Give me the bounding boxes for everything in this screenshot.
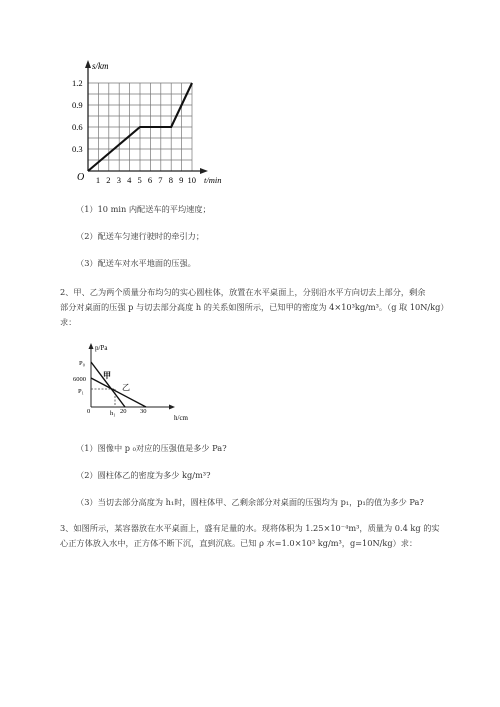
x-label-20: 20 [120, 408, 127, 415]
series-label-jia: 甲 [103, 371, 111, 380]
x-label-0: 0 [87, 408, 91, 415]
y-label-p1: P₁ [78, 388, 84, 395]
q2-sub2: （2）圆柱体乙的密度为多少 kg/m³? [76, 470, 211, 480]
q1-sub1: （1）10 min 内配送车的平均速度； [76, 204, 211, 214]
x-axis-arrow [200, 168, 208, 174]
y-tick-label: 1.2 [72, 78, 83, 88]
y-tick-label: 0.3 [72, 144, 83, 154]
q2-stem-line3: 求： [60, 317, 77, 327]
q2-stem-line2: 部分对桌面的压强 p 与切去部分高度 h 的关系如图所示，已知甲的密度为 4×10³kg/m³。（g 取 10N/kg） [60, 302, 449, 312]
q1-sub3: （3）配送车对水平地面的压强。 [76, 258, 196, 268]
x-label-h1: h₁ [110, 410, 116, 417]
x-tick-label: 10 [187, 175, 196, 185]
y-axis-arrow [89, 343, 94, 349]
y-label-p0: P₀ [79, 360, 85, 367]
x-tick-label: 4 [127, 175, 132, 185]
x-label-30: 30 [140, 408, 147, 415]
x-axis-label: h/cm [174, 414, 188, 422]
x-tick-label: 3 [116, 175, 121, 185]
y-tick-label: 0.9 [72, 100, 83, 110]
series-line-yi [91, 378, 146, 407]
x-tick-label: 9 [179, 175, 184, 185]
q3-line1: 3、如图所示，某容器放在水平桌面上，盛有足量的水。现将体积为 1.25×10⁻⁴m³，质量为 0.4 kg 的实 [60, 523, 440, 533]
q1-sub2: （2）配送车匀速行驶时的牵引力； [76, 231, 205, 241]
q3-line2: 心正方体放入水中，正方体不断下沉，直到沉底。已知 ρ 水=1.0×10³ kg/m³，g=10N/kg）求： [60, 538, 418, 548]
x-tick-label: 6 [147, 175, 153, 185]
x-axis-arrow [169, 405, 175, 410]
distance-time-chart [70, 55, 260, 190]
q2-sub1: （1）图像中 p ₀对应的压强值是多少 Pa? [76, 443, 227, 453]
origin-label: O [77, 172, 85, 183]
y-axis-label: s/km [92, 61, 109, 71]
q2-stem-line1: 2、甲、乙为两个质量分布均匀的实心圆柱体，放置在水平桌面上，分别沿水平方向切去上部分，剩余 [60, 287, 426, 297]
x-tick-label: 2 [106, 175, 111, 185]
y-axis-arrow [85, 60, 91, 68]
series-label-yi: 乙 [122, 383, 130, 392]
y-tick-label: 0.6 [72, 122, 83, 132]
series-line-jia [91, 362, 125, 407]
y-label-6000: 6000 [73, 376, 86, 383]
q2-sub3: （3）当切去部分高度为 h₁时，圆柱体甲、乙剩余部分对桌面的压强均为 p₁，p₁的值为多少 Pa? [76, 497, 424, 507]
y-axis-label: p/Pa [95, 344, 108, 352]
x-tick-label: 1 [95, 175, 101, 185]
q3-stem [60, 521, 480, 551]
x-tick-label: 8 [168, 175, 173, 185]
x-tick-label: 5 [137, 175, 142, 185]
x-tick-label: 7 [158, 175, 163, 185]
q2-stem [60, 285, 480, 330]
x-axis-label: t/min [204, 175, 222, 185]
pressure-height-chart [70, 340, 200, 425]
